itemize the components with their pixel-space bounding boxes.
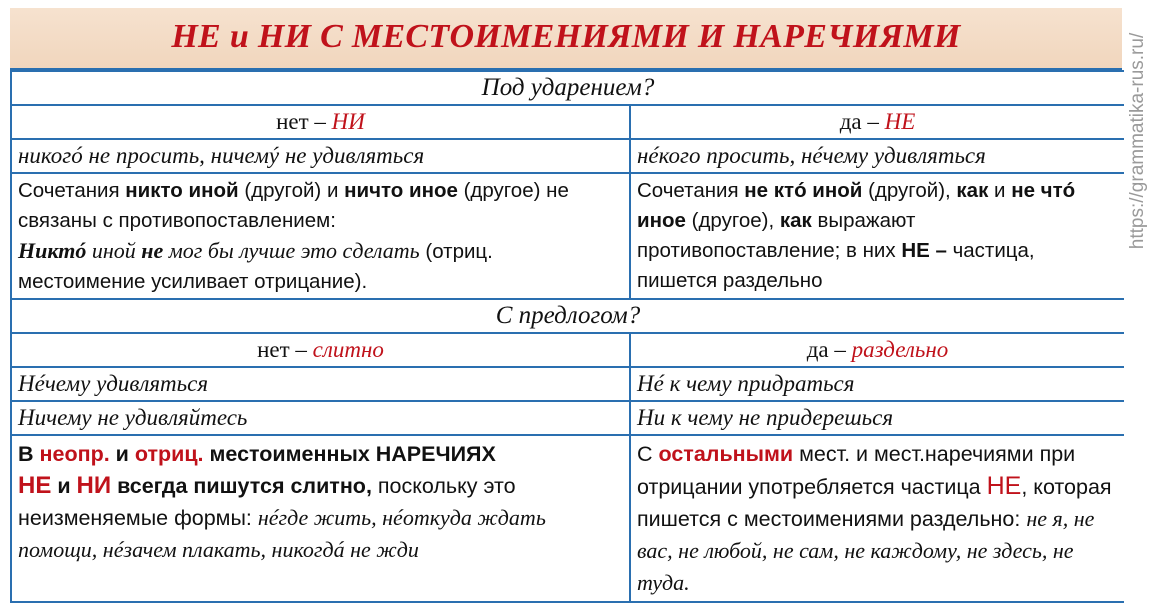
para-yes-stress: Сочетания не ктó иной (другой), как и не чтó иное (другое), как выражают противопоставление; в них НЕ – частица, пишется раздельно	[629, 174, 1124, 298]
head-yes-red: НЕ	[884, 109, 916, 134]
head-no-preposition: нет – слитно	[257, 337, 384, 362]
example-separate-1: Нé к чему придраться	[629, 368, 1124, 400]
example-separate-2: Ни к чему не придерешься	[629, 402, 1124, 434]
head-together: слитно	[312, 337, 384, 362]
example-row-stress	[12, 138, 1124, 172]
example-together-1: Нéчему удивляться	[18, 371, 209, 396]
head-row-stress	[12, 104, 1124, 138]
example-row-1	[12, 366, 1124, 400]
head-row-preposition	[12, 332, 1124, 366]
question-row-stress	[12, 70, 1124, 104]
title-bar	[10, 8, 1122, 70]
example-row-2	[12, 400, 1124, 434]
site-watermark: https://grammatika-rus.ru/	[1127, 32, 1148, 250]
head-no-stress: нет – НИ	[276, 109, 365, 134]
head-yes-preposition: да – раздельно	[629, 334, 1124, 366]
question-preposition: С предлогом?	[495, 302, 641, 329]
example-together-2: Ничему не удивляйтесь	[18, 405, 248, 430]
table-grid	[10, 70, 1124, 603]
para-row-stress	[12, 172, 1124, 298]
para-separate: С остальными мест. и мест.наречиями при отрицании употребляется частица НЕ, которая пишется с местоимениями раздельно: не я, не вас, не любой, не сам, не каждому, не здесь, не туда.	[629, 436, 1124, 601]
page-title: НЕ и НИ С МЕСТОИМЕНИЯМИ И НАРЕЧИЯМИ	[171, 18, 961, 55]
para-together: В неопр. и отриц. местоименных НАРЕЧИЯХ НЕ и НИ всегда пишутся слитно, поскольку это неизменяемые формы: нéгде жить, нéоткуда ждать помощи, нéзачем плакать, никогдá не жди	[18, 442, 546, 562]
question-stress: Под ударением?	[481, 74, 655, 101]
para-row-preposition	[12, 434, 1124, 603]
example-yes-stress: нéкого просить, нéчему удивляться	[629, 140, 1124, 172]
example-no-stress: никогó не просить, ничемý не удивляться	[18, 143, 425, 168]
question-row-preposition	[12, 298, 1124, 332]
head-yes-stress: да – НЕ	[629, 106, 1124, 138]
para-no-stress: Сочетания никто иной (другой) и ничто иное (другое) не связаны с противопоставлением: Никтó иной не мог бы лучше это сделать (отриц. местоимение усиливает отрицание).	[18, 179, 569, 293]
head-no-red: НИ	[331, 109, 365, 134]
head-separate: раздельно	[851, 337, 949, 362]
